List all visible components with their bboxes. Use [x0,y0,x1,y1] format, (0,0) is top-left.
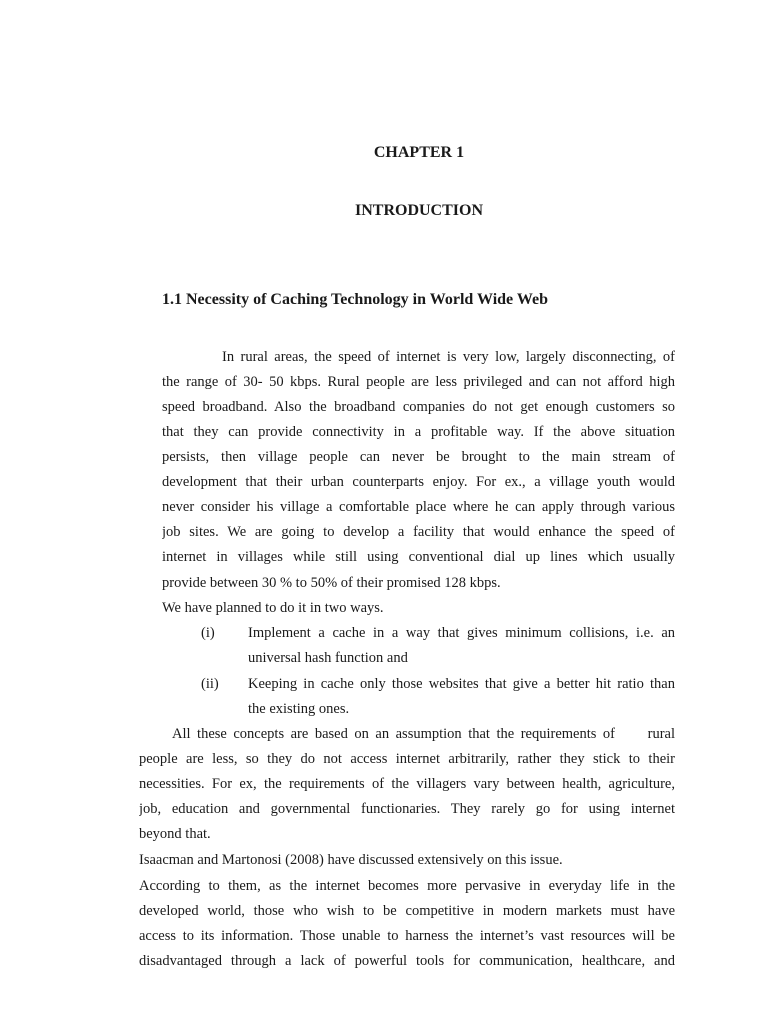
paragraph-line: development that their urban counterparts enjoy. For ex., a village youth would [162,474,675,490]
list-item-line: universal hash function and [248,650,408,666]
list-item-number: (ii) [201,676,219,692]
paragraph-line: internet in villages while still using conventional dial up lines which usually [162,549,675,565]
list-item-line: Implement a cache in a way that gives minimum collisions, i.e. an [248,625,675,641]
paragraph-line: beyond that. [139,826,211,842]
paragraph-line: job sites. We are going to develop a facility that would enhance the speed of [162,524,675,540]
paragraph-line: speed broadband. Also the broadband companies do not get enough customers so [162,399,675,415]
paragraph-line: provide between 30 % to 50% of their promised 128 kbps. [162,575,501,591]
paragraph-line: access to its information. Those unable to harness the internet’s vast resources will be [139,928,675,944]
paragraph-line: persists, then village people can never be brought to the main stream of [162,449,675,465]
paragraph-line: people are less, so they do not access internet arbitrarily, rather they stick to their [139,751,675,767]
paragraph-line: According to them, as the internet becomes more pervasive in everyday life in the [139,878,675,894]
paragraph-line: that they can provide connectivity in a profitable way. If the above situation [162,424,675,440]
paragraph-line: All these concepts are based on an assumption that the requirements of rural [172,726,675,742]
paragraph-line: disadvantaged through a lack of powerful tools for communication, healthcare, and [139,953,675,969]
paragraph-line: developed world, those who wish to be competitive in modern markets must have [139,903,675,919]
plan-intro: We have planned to do it in two ways. [162,600,384,616]
list-item-number: (i) [201,625,215,641]
section-heading: 1.1 Necessity of Caching Technology in World Wide Web [162,291,548,308]
list-item-line: Keeping in cache only those websites that give a better hit ratio than [248,676,675,692]
paragraph-line: the range of 30- 50 kbps. Rural people are less privileged and can not afford high [162,374,675,390]
citation-line: Isaacman and Martonosi (2008) have discussed extensively on this issue. [139,852,563,868]
paragraph-line: necessities. For ex, the requirements of the villagers vary between health, agriculture, [139,776,675,792]
paragraph-line: never consider his village a comfortable place where he can apply through various [162,499,675,515]
paragraph-line: job, education and governmental functionaries. They rarely go for using internet [139,801,675,817]
paragraph-line: In rural areas, the speed of internet is very low, largely disconnecting, of [222,349,675,365]
chapter-title: INTRODUCTION [354,202,483,219]
list-item-line: the existing ones. [248,701,350,717]
chapter-number: CHAPTER 1 [373,144,465,161]
